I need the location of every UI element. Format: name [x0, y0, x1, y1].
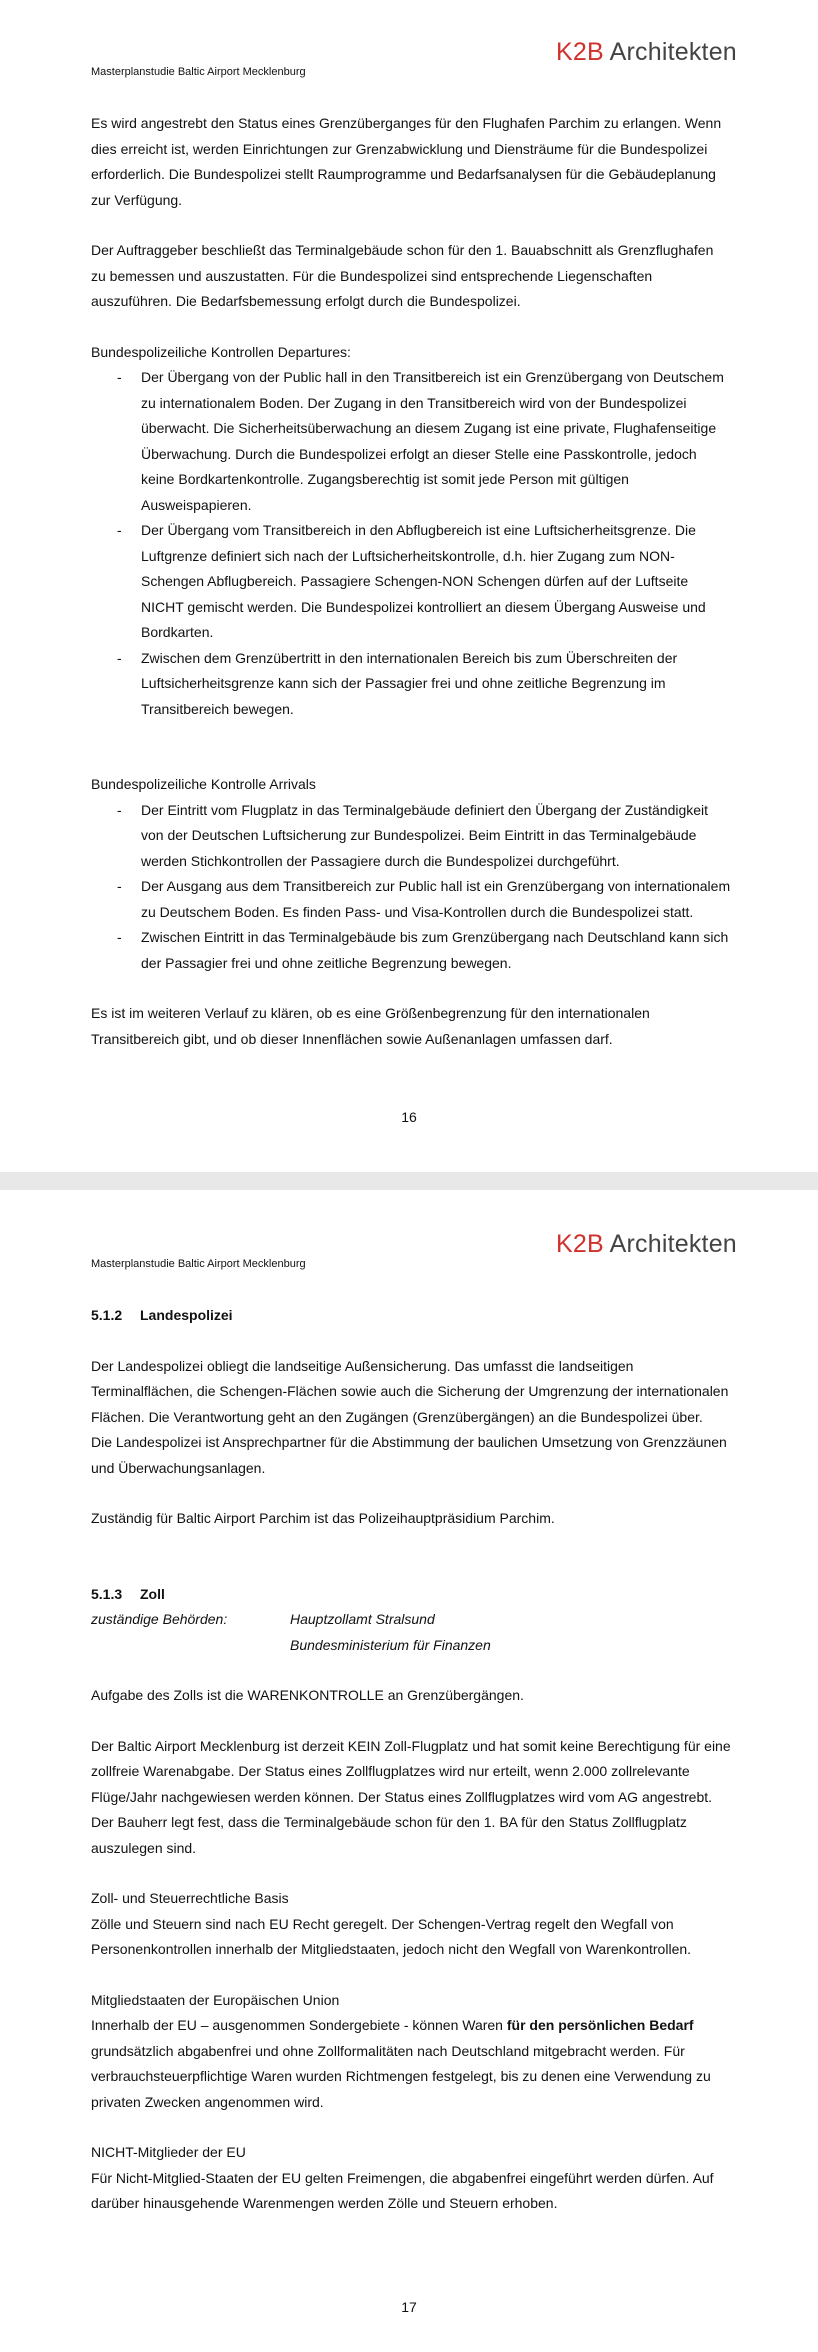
k2b-logo — [556, 38, 737, 67]
document-page-17 — [0, 1190, 818, 2352]
zoll-status-paragraph: Der Baltic Airport Mecklenburg ist derzeit KEIN Zoll-Flugplatz und hat somit keine Berechtigung für eine zollfreie Warenabgabe. Der Status eines Zollflugplatzes wird nur erteilt, wenn 2.000 zollrelevante Flüge/Jahr nachgewiesen werden können. Der Status eines Zollflugplatzes wird vom AG angestrebt. Der Bauherr legt fest, dass die Terminalgebäude schon für den 1. BA für den Status Zollflugplatz auszulegen sind. — [91, 1737, 731, 1856]
eu-heading: Mitgliedstaaten der Europäischen Union — [91, 1991, 340, 2008]
section-number: 5.1.3 — [91, 1585, 123, 1602]
list-item: - Der Ausgang aus dem Transitbereich zur Public hall ist ein Grenzübergang von internationalem zu Deutschem Boden. Es finden Pass- und Visa-Kontrollen durch die Bundespolizei statt. — [141, 874, 731, 925]
eu-text-part: grundsätzlich abgabenfrei und ohne Zollformalitäten nach Deutschland mitgebracht werden. Für verbrauchsteuerpflichtige Waren wurden Richtmengen festgelegt, bis zu denen eine Verwendung zu privaten Zwecken angenommen wird. — [91, 2042, 711, 2110]
departures-heading: Bundespolizeiliche Kontrollen Departures: — [91, 343, 351, 360]
non-eu-text: Für Nicht-Mitglied-Staaten der EU gelten Freimengen, die abgabenfrei eingeführt werden dürfen. Auf darüber hinausgehende Warenmengen werden Zölle und Steuern erhoben. — [91, 2169, 714, 2211]
logo-brand: K2B — [556, 38, 604, 66]
logo-brand: K2B — [556, 1230, 604, 1258]
header-doc-title: Masterplanstudie Baltic Airport Mecklenburg — [91, 1258, 306, 1270]
landespolizei-paragraph: Der Landespolizei obliegt die landseitige Außensicherung. Das umfasst die landseitigen Terminalflächen, die Schengen-Flächen sowie auch die Sicherung der Umgrenzung der internationalen Flächen. Die Verantwortung geht an den Zugängen (Grenzübergängen) an die Bundespolizei über. — [91, 1357, 729, 1425]
section-heading-5-1-3 — [91, 1582, 731, 1608]
page16-body — [91, 111, 731, 1052]
authority-name: Bundesministerium für Finanzen — [290, 1636, 491, 1653]
k2b-logo — [556, 1230, 737, 1259]
landespolizei-paragraph: Die Landespolizei ist Ansprechpartner für die Abstimmung der baulichen Umsetzung von Grenzzäunen und Überwachungsanlagen. — [91, 1434, 727, 1476]
client-paragraph: Der Auftraggeber beschließt das Terminalgebäude schon für den 1. Bauabschnitt als Grenzflughafen zu bemessen und auszustatten. Für die Bundespolizei sind entsprechende Liegenschaften auszuführen. Die Bedarfsbemessung erfolgt durch die Bundespolizei. — [91, 242, 714, 309]
eu-text — [91, 2013, 731, 2115]
eu-text-emphasis: für den persönlichen Bedarf — [506, 2017, 694, 2033]
legal-basis-text: Zölle und Steuern sind nach EU Recht geregelt. Der Schengen-Vertrag regelt den Wegfall von Personenkontrollen innerhalb der Mitgliedstaaten, jedoch nicht den Wegfall von Warenkontrollen. — [91, 1915, 692, 1957]
list-item: - Der Übergang von der Public hall in den Transitbereich ist ein Grenzübergang von Deutschem zu internationalem Boden. Der Zugang in den Transitbereich wird von der Bundespolizei überwacht. Die Sicherheitsüberwachung an diesem Zugang ist eine private, Flughafenseitige Überwachung. Durch die Bundespolizei erfolgt an dieser Stelle eine Passkontrolle, jedoch keine Bordkartenkontrolle. Zugangsberechtig ist somit jede Person mit gültigen Ausweispapieren. — [141, 365, 731, 518]
authorities-label: zuständige Behörden: — [91, 1611, 228, 1627]
list-item: - Der Eintritt vom Flugplatz in das Terminalgebäude definiert den Übergang der Zuständigkeit von der Deutschen Luftsicherung zur Bundespolizei. Beim Eintritt in das Terminalgebäude werden Stichkontrollen der Passagiere durch die Bundespolizei durchgeführt. — [141, 798, 731, 875]
section-number: 5.1.2 — [91, 1307, 123, 1323]
intro-paragraph: Es wird angestrebt den Status eines Grenzüberganges für den Flughafen Parchim zu erlangen. Wenn dies erreicht ist, werden Einrichtungen zur Grenzabwicklung und Diensträume für die Bundespolizei erforderlich. Die Bundespolizei stellt Raumprogramme und Bedarfsanalysen für die Gebäudeplanung zur Verfügung. — [91, 115, 722, 208]
section-title: Landespolizei — [140, 1307, 233, 1323]
eu-text-part: Innerhalb der EU – ausgenommen Sondergebiete - können Waren — [91, 2017, 507, 2033]
arrivals-heading: Bundespolizeiliche Kontrolle Arrivals — [91, 776, 316, 792]
zoll-task-paragraph: Aufgabe des Zolls ist die WARENKONTROLLE an Grenzübergängen. — [91, 1687, 524, 1703]
logo-suffix: Architekten — [609, 1230, 737, 1258]
logo-suffix: Architekten — [609, 38, 737, 66]
authorities-row — [91, 1633, 731, 1659]
closing-paragraph: Es ist im weiteren Verlauf zu klären, ob es eine Größenbegrenzung für den internationalen Transitbereich gibt, und ob dieser Innenflächen sowie Außenanlagen umfassen darf. — [91, 1005, 650, 1047]
page-number: 17 — [401, 2299, 417, 2315]
landespolizei-paragraph: Zuständig für Baltic Airport Parchim ist das Polizeihauptpräsidium Parchim. — [91, 1510, 555, 1526]
departures-list — [91, 365, 731, 722]
section-title: Zoll — [140, 1585, 165, 1602]
list-item: - Zwischen Eintritt in das Terminalgebäude bis zum Grenzübergang nach Deutschland kann sich der Passagier frei und ohne zeitliche Begrenzung bewegen. — [141, 925, 731, 976]
page17-body — [91, 1303, 731, 2217]
header-doc-title: Masterplanstudie Baltic Airport Mecklenburg — [91, 66, 306, 78]
authority-name: Hauptzollamt Stralsund — [290, 1611, 435, 1627]
section-heading-5-1-2 — [91, 1303, 731, 1329]
legal-basis-heading: Zoll- und Steuerrechtliche Basis — [91, 1890, 289, 1906]
page-number: 16 — [401, 1109, 417, 1125]
list-item: - Der Übergang vom Transitbereich in den Abflugbereich ist eine Luftsicherheitsgrenze. Die Luftgrenze definiert sich nach der Luftsicherheitskontrolle, d.h. hier Zugang zum NON-Schengen Abflugbereich. Passagiere Schengen-NON Schengen dürfen auf der Luftseite NICHT gemischt werden. Die Bundespolizei kontrolliert an diesem Übergang Ausweise und Bordkarten. — [141, 518, 731, 646]
non-eu-heading: NICHT-Mitglieder der EU — [91, 2144, 246, 2160]
authorities-row — [91, 1607, 731, 1633]
arrivals-list — [91, 798, 731, 977]
list-item: - Zwischen dem Grenzübertritt in den internationalen Bereich bis zum Überschreiten der Luftsicherheitsgrenze kann sich der Passagier frei und ohne zeitliche Begrenzung im Transitbereich bewegen. — [141, 646, 731, 723]
document-page-16 — [0, 0, 818, 1172]
